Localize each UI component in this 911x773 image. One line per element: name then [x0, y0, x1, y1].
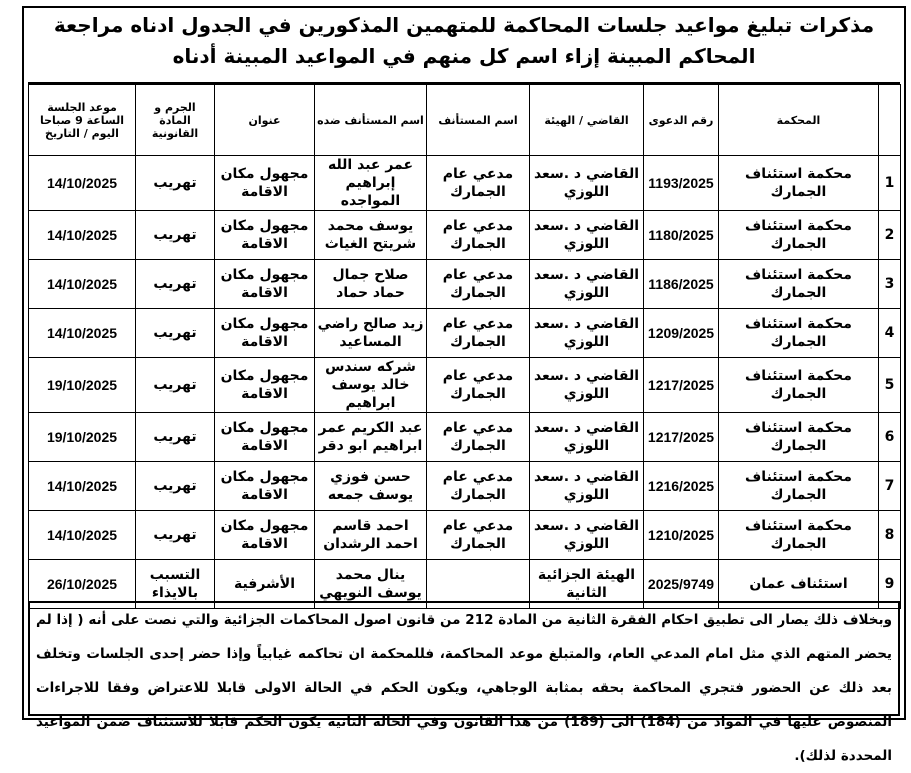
cell-case-number: 1217/2025	[644, 413, 719, 462]
cell-respondent: شركه سندس خالد يوسف ابراهيم	[315, 358, 427, 413]
cell-address: مجهول مكان الاقامة	[215, 358, 315, 413]
cell-case-number: 1216/2025	[644, 462, 719, 511]
cell-seq: 3	[879, 260, 901, 309]
cell-crime: تهريب	[136, 260, 215, 309]
table-row	[29, 358, 901, 413]
cell-case-number: 1186/2025	[644, 260, 719, 309]
cell-court: محكمة استئناف الجمارك	[719, 511, 879, 560]
header-judge: القاضي / الهيئة	[530, 85, 644, 156]
cell-crime: تهريب	[136, 309, 215, 358]
cell-address: مجهول مكان الاقامة	[215, 260, 315, 309]
table-row	[29, 211, 901, 260]
header-court: المحكمة	[719, 85, 879, 156]
cell-date: 14/10/2025	[29, 211, 136, 260]
cell-judge: القاضي د .سعد اللوزي	[530, 260, 644, 309]
cell-crime: تهريب	[136, 462, 215, 511]
cell-appellant: مدعي عام الجمارك	[427, 156, 530, 211]
cell-respondent: ينال محمد يوسف النويهي	[315, 560, 427, 609]
cell-respondent: عبد الكريم عمر ابراهيم ابو دقر	[315, 413, 427, 462]
cell-seq: 2	[879, 211, 901, 260]
page-title: مذكرات تبليغ مواعيد جلسات المحاكمة للمتهمين المذكورين في الجدول ادناه مراجعة المحاكم المبينة إزاء اسم كل منهم في المواعيد المبينة أدناه	[28, 10, 900, 84]
table-row	[29, 260, 901, 309]
hearings-table	[28, 84, 901, 609]
cell-seq: 8	[879, 511, 901, 560]
notice-page	[22, 6, 906, 764]
cell-court: محكمة استئناف الجمارك	[719, 156, 879, 211]
cell-case-number: 1193/2025	[644, 156, 719, 211]
cell-judge: القاضي د .سعد اللوزي	[530, 462, 644, 511]
cell-judge: القاضي د .سعد اللوزي	[530, 211, 644, 260]
table-header-row	[29, 85, 901, 156]
cell-respondent: زيد صالح راضي المساعيد	[315, 309, 427, 358]
cell-respondent: حسن فوزي يوسف جمعه	[315, 462, 427, 511]
cell-case-number: 1180/2025	[644, 211, 719, 260]
table-row	[29, 462, 901, 511]
cell-court: استئناف عمان	[719, 560, 879, 609]
cell-court: محكمة استئناف الجمارك	[719, 309, 879, 358]
cell-respondent: احمد قاسم احمد الرشدان	[315, 511, 427, 560]
cell-date: 19/10/2025	[29, 358, 136, 413]
cell-crime: تهريب	[136, 511, 215, 560]
table-body	[29, 156, 901, 609]
cell-judge: القاضي د .سعد اللوزي	[530, 309, 644, 358]
cell-date: 26/10/2025	[29, 560, 136, 609]
cell-crime: تهريب	[136, 211, 215, 260]
cell-address: مجهول مكان الاقامة	[215, 413, 315, 462]
cell-crime: التسبب بالايذاء	[136, 560, 215, 609]
table-row	[29, 511, 901, 560]
table-row	[29, 413, 901, 462]
header-appellant: اسم المستأنف	[427, 85, 530, 156]
cell-address: مجهول مكان الاقامة	[215, 511, 315, 560]
cell-judge: القاضي د .سعد اللوزي	[530, 156, 644, 211]
cell-judge: القاضي د .سعد اللوزي	[530, 413, 644, 462]
cell-address: مجهول مكان الاقامة	[215, 309, 315, 358]
cell-appellant: مدعي عام الجمارك	[427, 211, 530, 260]
cell-appellant: مدعي عام الجمارك	[427, 511, 530, 560]
cell-court: محكمة استئناف الجمارك	[719, 260, 879, 309]
cell-case-number: 1217/2025	[644, 358, 719, 413]
legal-notice-paragraph: وبخلاف ذلك يصار الى تطبيق احكام الفقرة الثانية من المادة 212 من قانون اصول المحاكمات الجزائية والتي نصت على أنه ( إذا لم يحضر المتهم الذي مثل امام المدعي العام، والمتبلغ موعد المحاكمة، فللمحكمة ان تحاكمه غيابياً وإذا حضر إحدى الجلسات وتخلف بعد ذلك عن الحضور فتجري المحاكمة بحقه بمثابة الوجاهي، ويكون الحكم في الحالة الاولى قابلا للاعتراض وفقا للاجراءات المنصوص عليها في المواد من (184) الى (189) من هذا القانون وفي الحالة الثانية يكون الحكم قابلا للاستئناف ضمن المواعيد المحددة لذلك).	[28, 601, 900, 716]
cell-case-number: 1209/2025	[644, 309, 719, 358]
cell-seq: 6	[879, 413, 901, 462]
cell-appellant: مدعي عام الجمارك	[427, 462, 530, 511]
header-session-date: موعد الجلسة الساعة 9 صباحا اليوم / التاريخ	[29, 85, 136, 156]
cell-case-number: 2025/9749	[644, 560, 719, 609]
cell-date: 19/10/2025	[29, 413, 136, 462]
cell-seq: 1	[879, 156, 901, 211]
cell-address: مجهول مكان الاقامة	[215, 211, 315, 260]
header-respondent: اسم المستأنف ضده	[315, 85, 427, 156]
cell-court: محكمة استئناف الجمارك	[719, 462, 879, 511]
cell-appellant: مدعي عام الجمارك	[427, 260, 530, 309]
cell-seq: 5	[879, 358, 901, 413]
cell-judge: القاضي د .سعد اللوزي	[530, 358, 644, 413]
cell-court: محكمة استئناف الجمارك	[719, 211, 879, 260]
cell-appellant: مدعي عام الجمارك	[427, 358, 530, 413]
cell-crime: تهريب	[136, 358, 215, 413]
cell-seq: 4	[879, 309, 901, 358]
cell-address: الأشرفية	[215, 560, 315, 609]
cell-address: مجهول مكان الاقامة	[215, 462, 315, 511]
cell-judge: القاضي د .سعد اللوزي	[530, 511, 644, 560]
cell-case-number: 1210/2025	[644, 511, 719, 560]
cell-seq: 9	[879, 560, 901, 609]
cell-date: 14/10/2025	[29, 462, 136, 511]
cell-crime: تهريب	[136, 156, 215, 211]
header-case-number: رقم الدعوى	[644, 85, 719, 156]
cell-address: مجهول مكان الاقامة	[215, 156, 315, 211]
table-row	[29, 309, 901, 358]
cell-date: 14/10/2025	[29, 511, 136, 560]
cell-respondent: عمر عبد الله إبراهيم المواجده	[315, 156, 427, 211]
cell-judge: الهيئة الجزائية الثانية	[530, 560, 644, 609]
cell-respondent: صلاح جمال حماد حماد	[315, 260, 427, 309]
cell-date: 14/10/2025	[29, 260, 136, 309]
cell-date: 14/10/2025	[29, 156, 136, 211]
header-address: عنوان	[215, 85, 315, 156]
cell-court: محكمة استئناف الجمارك	[719, 413, 879, 462]
cell-crime: تهريب	[136, 413, 215, 462]
cell-date: 14/10/2025	[29, 309, 136, 358]
header-crime: الجرم و المادة القانونية	[136, 85, 215, 156]
table-row	[29, 156, 901, 211]
cell-seq: 7	[879, 462, 901, 511]
header-seq	[879, 85, 901, 156]
cell-appellant: مدعي عام الجمارك	[427, 413, 530, 462]
cell-respondent: يوسف محمد شريتح الغياث	[315, 211, 427, 260]
cell-court: محكمة استئناف الجمارك	[719, 358, 879, 413]
cell-appellant: مدعي عام الجمارك	[427, 309, 530, 358]
